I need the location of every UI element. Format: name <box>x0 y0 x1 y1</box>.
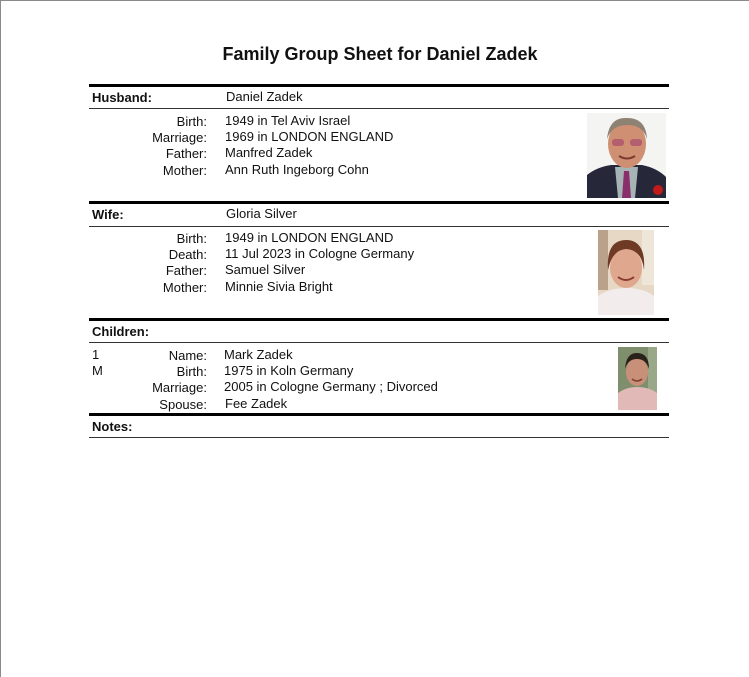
notes-section-label: Notes: <box>92 419 133 434</box>
notes-divider <box>89 437 669 438</box>
husband-section-label: Husband: <box>92 90 152 105</box>
wife-portrait-image <box>598 230 654 315</box>
child-marriage-value: 2005 in Cologne Germany ; Divorced <box>224 379 438 394</box>
wife-father-value: Samuel Silver <box>225 262 306 277</box>
child-sex: M <box>92 363 103 378</box>
child-birth-label: Birth: <box>176 364 207 379</box>
child-birth-value: 1975 in Koln Germany <box>224 363 354 378</box>
husband-father-value: Manfred Zadek <box>225 145 313 160</box>
section-header-divider <box>89 342 669 343</box>
child-photo <box>618 347 657 410</box>
wife-birth-value: 1949 in LONDON ENGLAND <box>225 230 394 245</box>
wife-section-label: Wife: <box>92 207 124 222</box>
husband-portrait-image <box>587 113 666 198</box>
child-number: 1 <box>92 347 100 362</box>
wife-photo <box>598 230 654 315</box>
child-spouse-label: Spouse: <box>159 397 207 412</box>
section-header-divider <box>89 108 669 109</box>
husband-marriage-label: Marriage: <box>152 130 207 145</box>
husband-birth-label: Birth: <box>176 114 207 129</box>
husband-birth-value: 1949 in Tel Aviv Israel <box>225 113 351 128</box>
husband-mother-label: Mother: <box>162 163 207 178</box>
wife-birth-label: Birth: <box>176 231 207 246</box>
children-section-label: Children: <box>92 324 150 339</box>
page-title: Family Group Sheet for Daniel Zadek <box>222 44 538 64</box>
wife-death-label: Death: <box>168 247 207 262</box>
husband-name: Daniel Zadek <box>226 89 303 104</box>
wife-name: Gloria Silver <box>226 206 297 221</box>
section-divider <box>89 84 669 87</box>
wife-mother-value: Minnie Sivia Bright <box>225 279 333 294</box>
husband-father-label: Father: <box>165 146 207 161</box>
husband-mother-value: Ann Ruth Ingeborg Cohn <box>225 162 369 177</box>
section-header-divider <box>89 226 669 227</box>
section-divider <box>89 201 669 204</box>
section-divider <box>89 318 669 321</box>
wife-father-label: Father: <box>165 263 207 278</box>
child-name-value: Mark Zadek <box>224 347 293 362</box>
husband-marriage-value: 1969 in LONDON ENGLAND <box>225 129 394 144</box>
husband-photo <box>587 113 666 198</box>
wife-mother-label: Mother: <box>162 280 207 295</box>
wife-death-value: 11 Jul 2023 in Cologne Germany <box>225 246 415 261</box>
child-marriage-label: Marriage: <box>152 380 207 395</box>
child-spouse-value: Fee Zadek <box>225 396 288 411</box>
section-divider <box>89 413 669 416</box>
child-portrait-image <box>618 347 657 410</box>
child-name-label: Name: <box>168 348 207 363</box>
